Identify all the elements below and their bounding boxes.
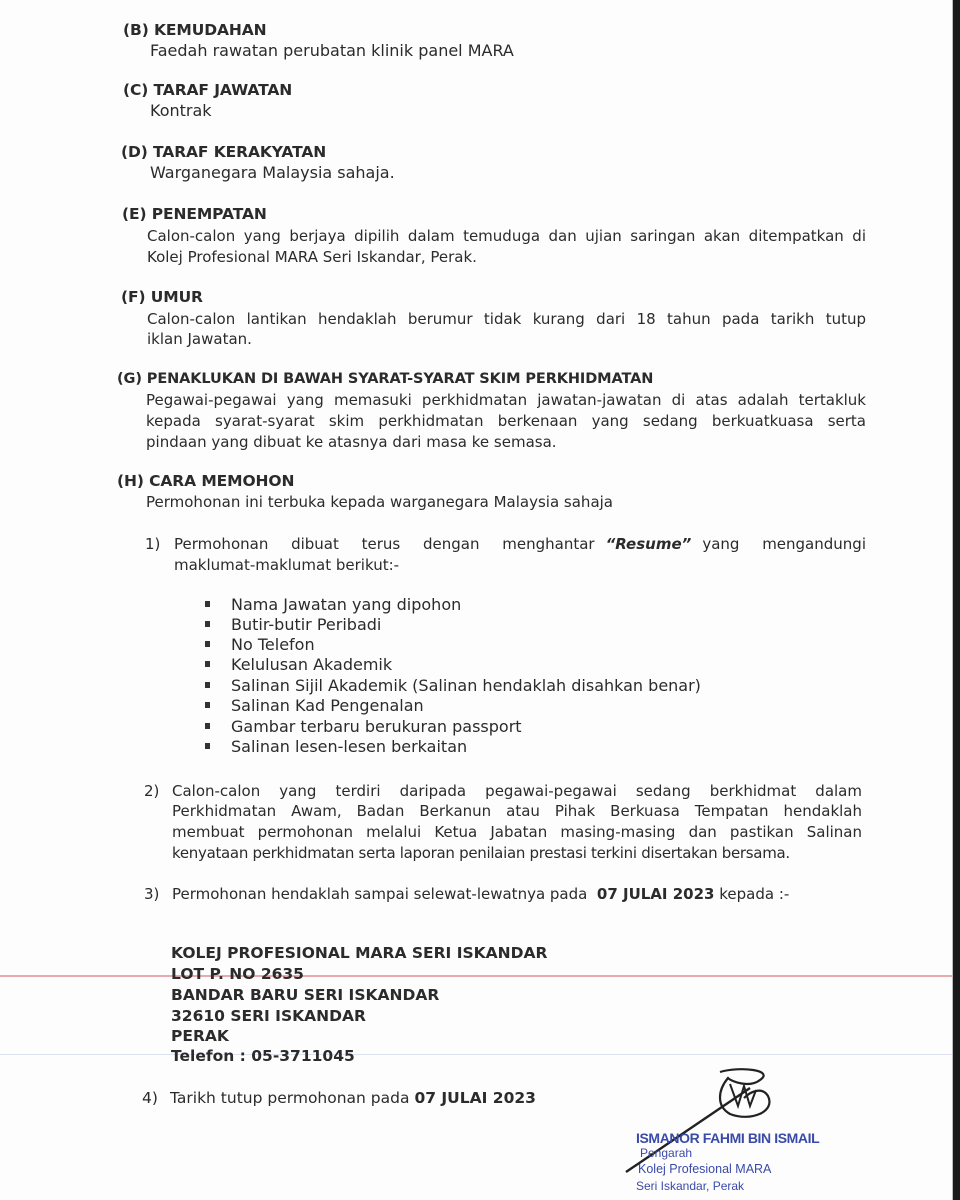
deadline-date: 07 JULAI 2023 [596, 885, 715, 903]
section-heading-penempatan: (E) PENEMPATAN [122, 205, 267, 223]
stamp-org: Kolej Profesional MARA [638, 1162, 772, 1176]
stamp-title: Pengarah [640, 1146, 693, 1160]
section-heading-umur: (F) UMUR [121, 288, 203, 306]
address-line: BANDAR BARU SERI ISKANDAR [171, 986, 440, 1004]
stamp-place: Seri Iskandar, Perak [636, 1179, 745, 1193]
step-number: 4) [142, 1089, 158, 1107]
step-1-line-2: maklumat-maklumat berikut:- [174, 556, 400, 574]
section-heading-cara-memohon: (H) CARA MEMOHON [117, 472, 295, 490]
address-line: PERAK [171, 1027, 229, 1045]
section-heading-kemudahan: (B) KEMUDAHAN [123, 21, 267, 39]
address-line: KOLEJ PROFESIONAL MARA SERI ISKANDAR [171, 944, 548, 962]
bullet-icon [205, 621, 210, 627]
resume-emphasis: “Resume” [605, 535, 692, 553]
step-3-text: Permohonan hendaklah sampai selewat-lewatnya pada [172, 885, 588, 903]
list-item: Salinan lesen-lesen berkaitan [231, 737, 468, 756]
list-item: Gambar terbaru berukuran passport [231, 717, 522, 736]
step-number: 2) [144, 782, 160, 800]
section-body: Kontrak [150, 101, 212, 120]
bullet-icon [205, 661, 210, 667]
bullet-icon [205, 723, 210, 729]
step-2-line: kenyataan perkhidmatan serta laporan penilaian prestasi terkini disertakan bersama. [172, 844, 790, 862]
step-3-line [172, 884, 789, 904]
bullet-icon [205, 682, 210, 688]
list-item: Kelulusan Akademik [231, 655, 393, 674]
list-item: Salinan Sijil Akademik (Salinan hendaklah disahkan benar) [231, 676, 701, 695]
step-1-line [174, 534, 866, 554]
list-item: No Telefon [231, 635, 315, 654]
step-3-text-end: kepada :- [719, 885, 790, 903]
step-4-text: Tarikh tutup permohonan pada [170, 1089, 410, 1107]
bullet-icon [205, 702, 210, 708]
bullet-icon [205, 743, 210, 749]
red-rule-line [0, 975, 952, 977]
section-body: pindaan yang dibuat ke atasnya dari masa ke semasa. [146, 433, 557, 451]
step-number: 3) [144, 885, 160, 903]
section-body: Calon-calon yang berjaya dipilih dalam temuduga dan ujian saringan akan ditempatkan di [147, 227, 866, 245]
section-heading-taraf-jawatan: (C) TARAF JAWATAN [123, 81, 293, 99]
phone-line: Telefon : 05-3711045 [171, 1047, 355, 1065]
stamp-name: ISMANOR FAHMI BIN ISMAIL [636, 1130, 820, 1146]
list-item: Salinan Kad Pengenalan [231, 696, 424, 715]
section-body: Calon-calon lantikan hendaklah berumur tidak kurang dari 18 tahun pada tarikh tutup [147, 310, 866, 328]
list-item: Nama Jawatan yang dipohon [231, 595, 462, 614]
section-body: Kolej Profesional MARA Seri Iskandar, Perak. [147, 248, 477, 266]
section-body: Warganegara Malaysia sahaja. [150, 163, 395, 182]
step-2-line: membuat permohonan melalui Ketua Jabatan masing-masing dan pastikan Salinan [172, 823, 862, 841]
step-number: 1) [145, 535, 161, 553]
section-heading-penaklukan: (G) PENAKLUKAN DI BAWAH SYARAT-SYARAT SKIM PERKHIDMATAN [117, 371, 654, 387]
section-body: kepada syarat-syarat skim perkhidmatan berkenaan yang sedang berkuatkuasa serta [146, 412, 866, 430]
step-2-line: Calon-calon yang terdiri daripada pegawai-pegawai sedang berkhidmat dalam [172, 782, 862, 800]
bullet-icon [205, 601, 210, 607]
section-body: iklan Jawatan. [147, 330, 252, 348]
closing-date: 07 JULAI 2023 [414, 1089, 536, 1107]
section-body: Pegawai-pegawai yang memasuki perkhidmatan jawatan-jawatan di atas adalah tertakluk [146, 391, 866, 409]
step-4-line [170, 1088, 536, 1108]
step-1-text-end: yang mengandungi [702, 535, 866, 553]
address-line: 32610 SERI ISKANDAR [171, 1007, 366, 1025]
blue-rule-line [0, 1054, 952, 1055]
section-heading-taraf-kerakyatan: (D) TARAF KERAKYATAN [121, 143, 327, 161]
section-body: Permohonan ini terbuka kepada warganegara Malaysia sahaja [146, 493, 613, 511]
step-1-text: Permohonan dibuat terus dengan menghantar [174, 535, 595, 553]
step-2-line: Perkhidmatan Awam, Badan Berkanun atau Pihak Berkuasa Tempatan hendaklah [172, 802, 862, 820]
section-body: Faedah rawatan perubatan klinik panel MARA [150, 41, 514, 60]
address-line: LOT P. NO 2635 [171, 965, 304, 983]
list-item: Butir-butir Peribadi [231, 615, 382, 634]
bullet-icon [205, 641, 210, 647]
